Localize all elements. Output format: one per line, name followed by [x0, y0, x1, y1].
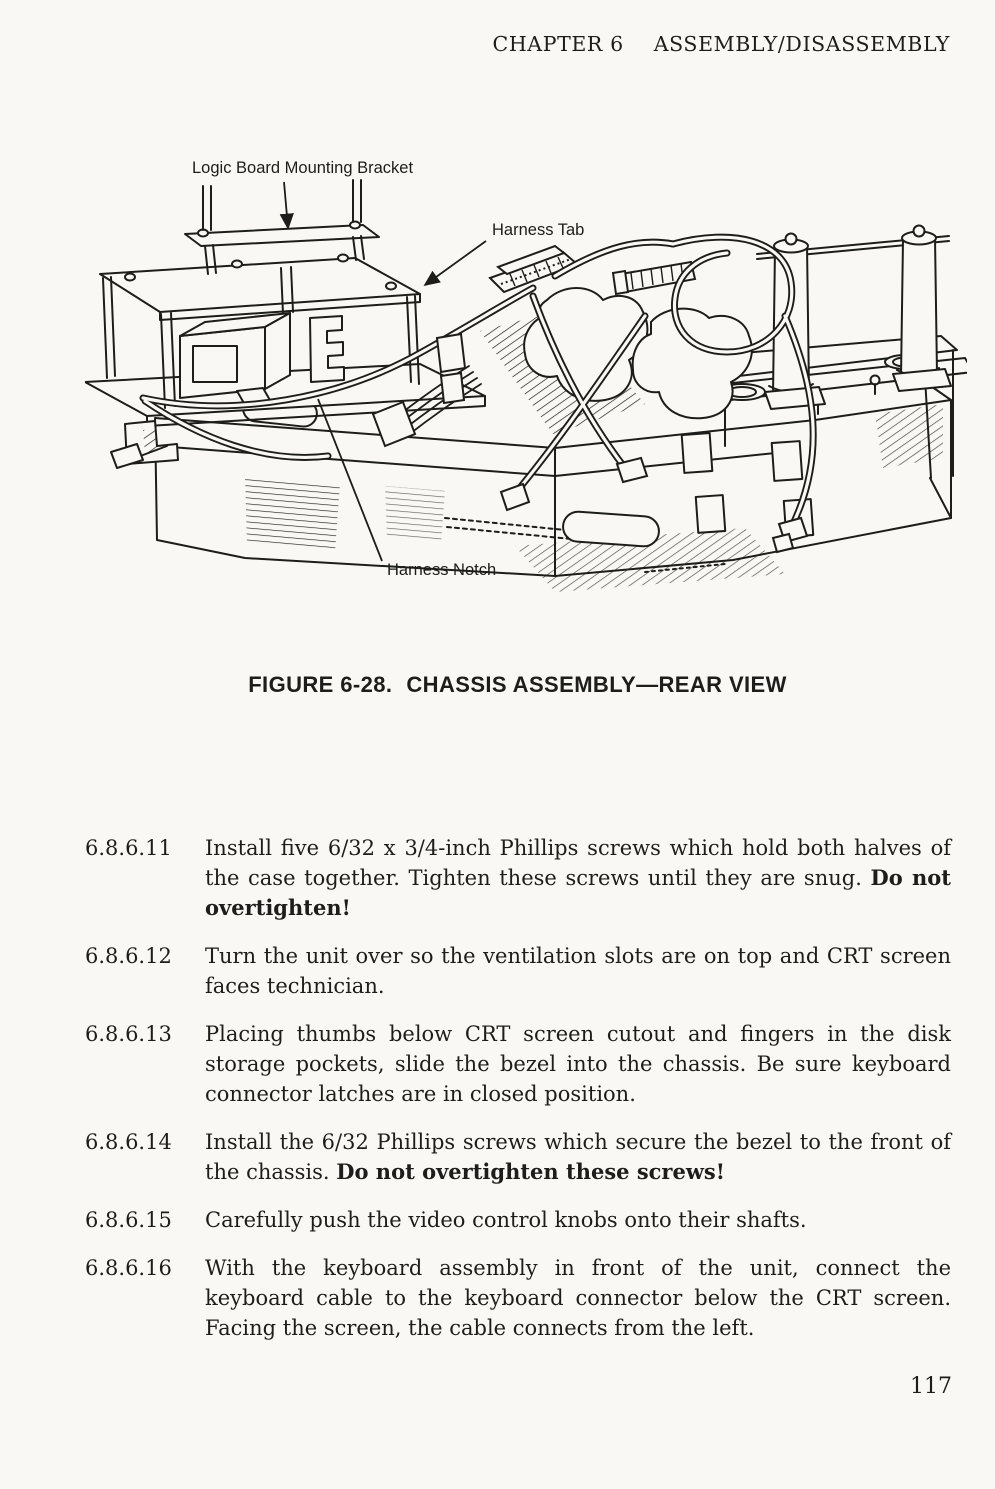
step-6-8-6-14 — [85, 1127, 951, 1187]
step-number: 6.8.6.14 — [85, 1130, 172, 1154]
logic-board-bracket-label: Logic Board Mounting Bracket — [192, 159, 414, 177]
step-text-regular: Install the 6/32 Phillips screws which secure the bezel to the front of the chassis. — [205, 1130, 951, 1184]
figure-caption — [85, 672, 950, 698]
figure-caption-title: CHASSIS ASSEMBLY—REAR VIEW — [406, 672, 787, 697]
step-number: 6.8.6.15 — [85, 1208, 172, 1232]
harness-notch-label: Harness Notch — [387, 561, 497, 579]
chapter-label: CHAPTER 6 — [492, 32, 624, 56]
step-text — [205, 941, 951, 1001]
step-6-8-6-13 — [85, 1019, 951, 1109]
step-text — [205, 1019, 951, 1109]
chassis-rear-view-drawing — [85, 146, 967, 612]
step-6-8-6-12 — [85, 941, 951, 1001]
step-text-bold: Do not overtighten these screws! — [336, 1159, 725, 1184]
page-number: 117 — [910, 1374, 952, 1399]
harness-tab-label: Harness Tab — [492, 221, 585, 239]
step-text — [205, 833, 951, 923]
step-number: 6.8.6.12 — [85, 944, 172, 968]
step-text — [205, 1127, 951, 1187]
step-text-bold: Do not overtighten! — [205, 865, 951, 920]
figure-6-28 — [85, 146, 967, 612]
chapter-title: ASSEMBLY/DISASSEMBLY — [653, 32, 950, 56]
procedure-steps — [85, 833, 951, 1343]
chassis-line-art — [85, 180, 967, 592]
step-text-regular: Turn the unit over so the ventilation slots are on top and CRT screen faces technician. — [205, 944, 951, 998]
step-text-regular: Install five 6/32 x 3/4-inch Phillips screws which hold both halves of the case together. Tighten these screws until they are snug. — [205, 836, 951, 890]
step-number: 6.8.6.13 — [85, 1022, 172, 1046]
step-6-8-6-11 — [85, 833, 951, 923]
step-text-regular: With the keyboard assembly in front of the unit, connect the keyboard cable to the keyboard connector below the CRT screen. Facing the screen, the cable connects from the left. — [205, 1256, 951, 1340]
step-text — [205, 1205, 951, 1235]
step-number: 6.8.6.11 — [85, 836, 172, 860]
figure-caption-label: FIGURE 6-28. — [248, 672, 393, 697]
running-head — [493, 32, 950, 56]
step-6-8-6-15 — [85, 1205, 951, 1235]
step-number: 6.8.6.16 — [85, 1256, 172, 1280]
step-text-regular: Carefully push the video control knobs onto their shafts. — [205, 1208, 807, 1232]
step-6-8-6-16 — [85, 1253, 951, 1343]
step-text — [205, 1253, 951, 1343]
step-text-regular: Placing thumbs below CRT screen cutout and fingers in the disk storage pockets, slide the bezel into the chassis. Be sure keyboard connector latches are in closed position. — [205, 1022, 951, 1106]
